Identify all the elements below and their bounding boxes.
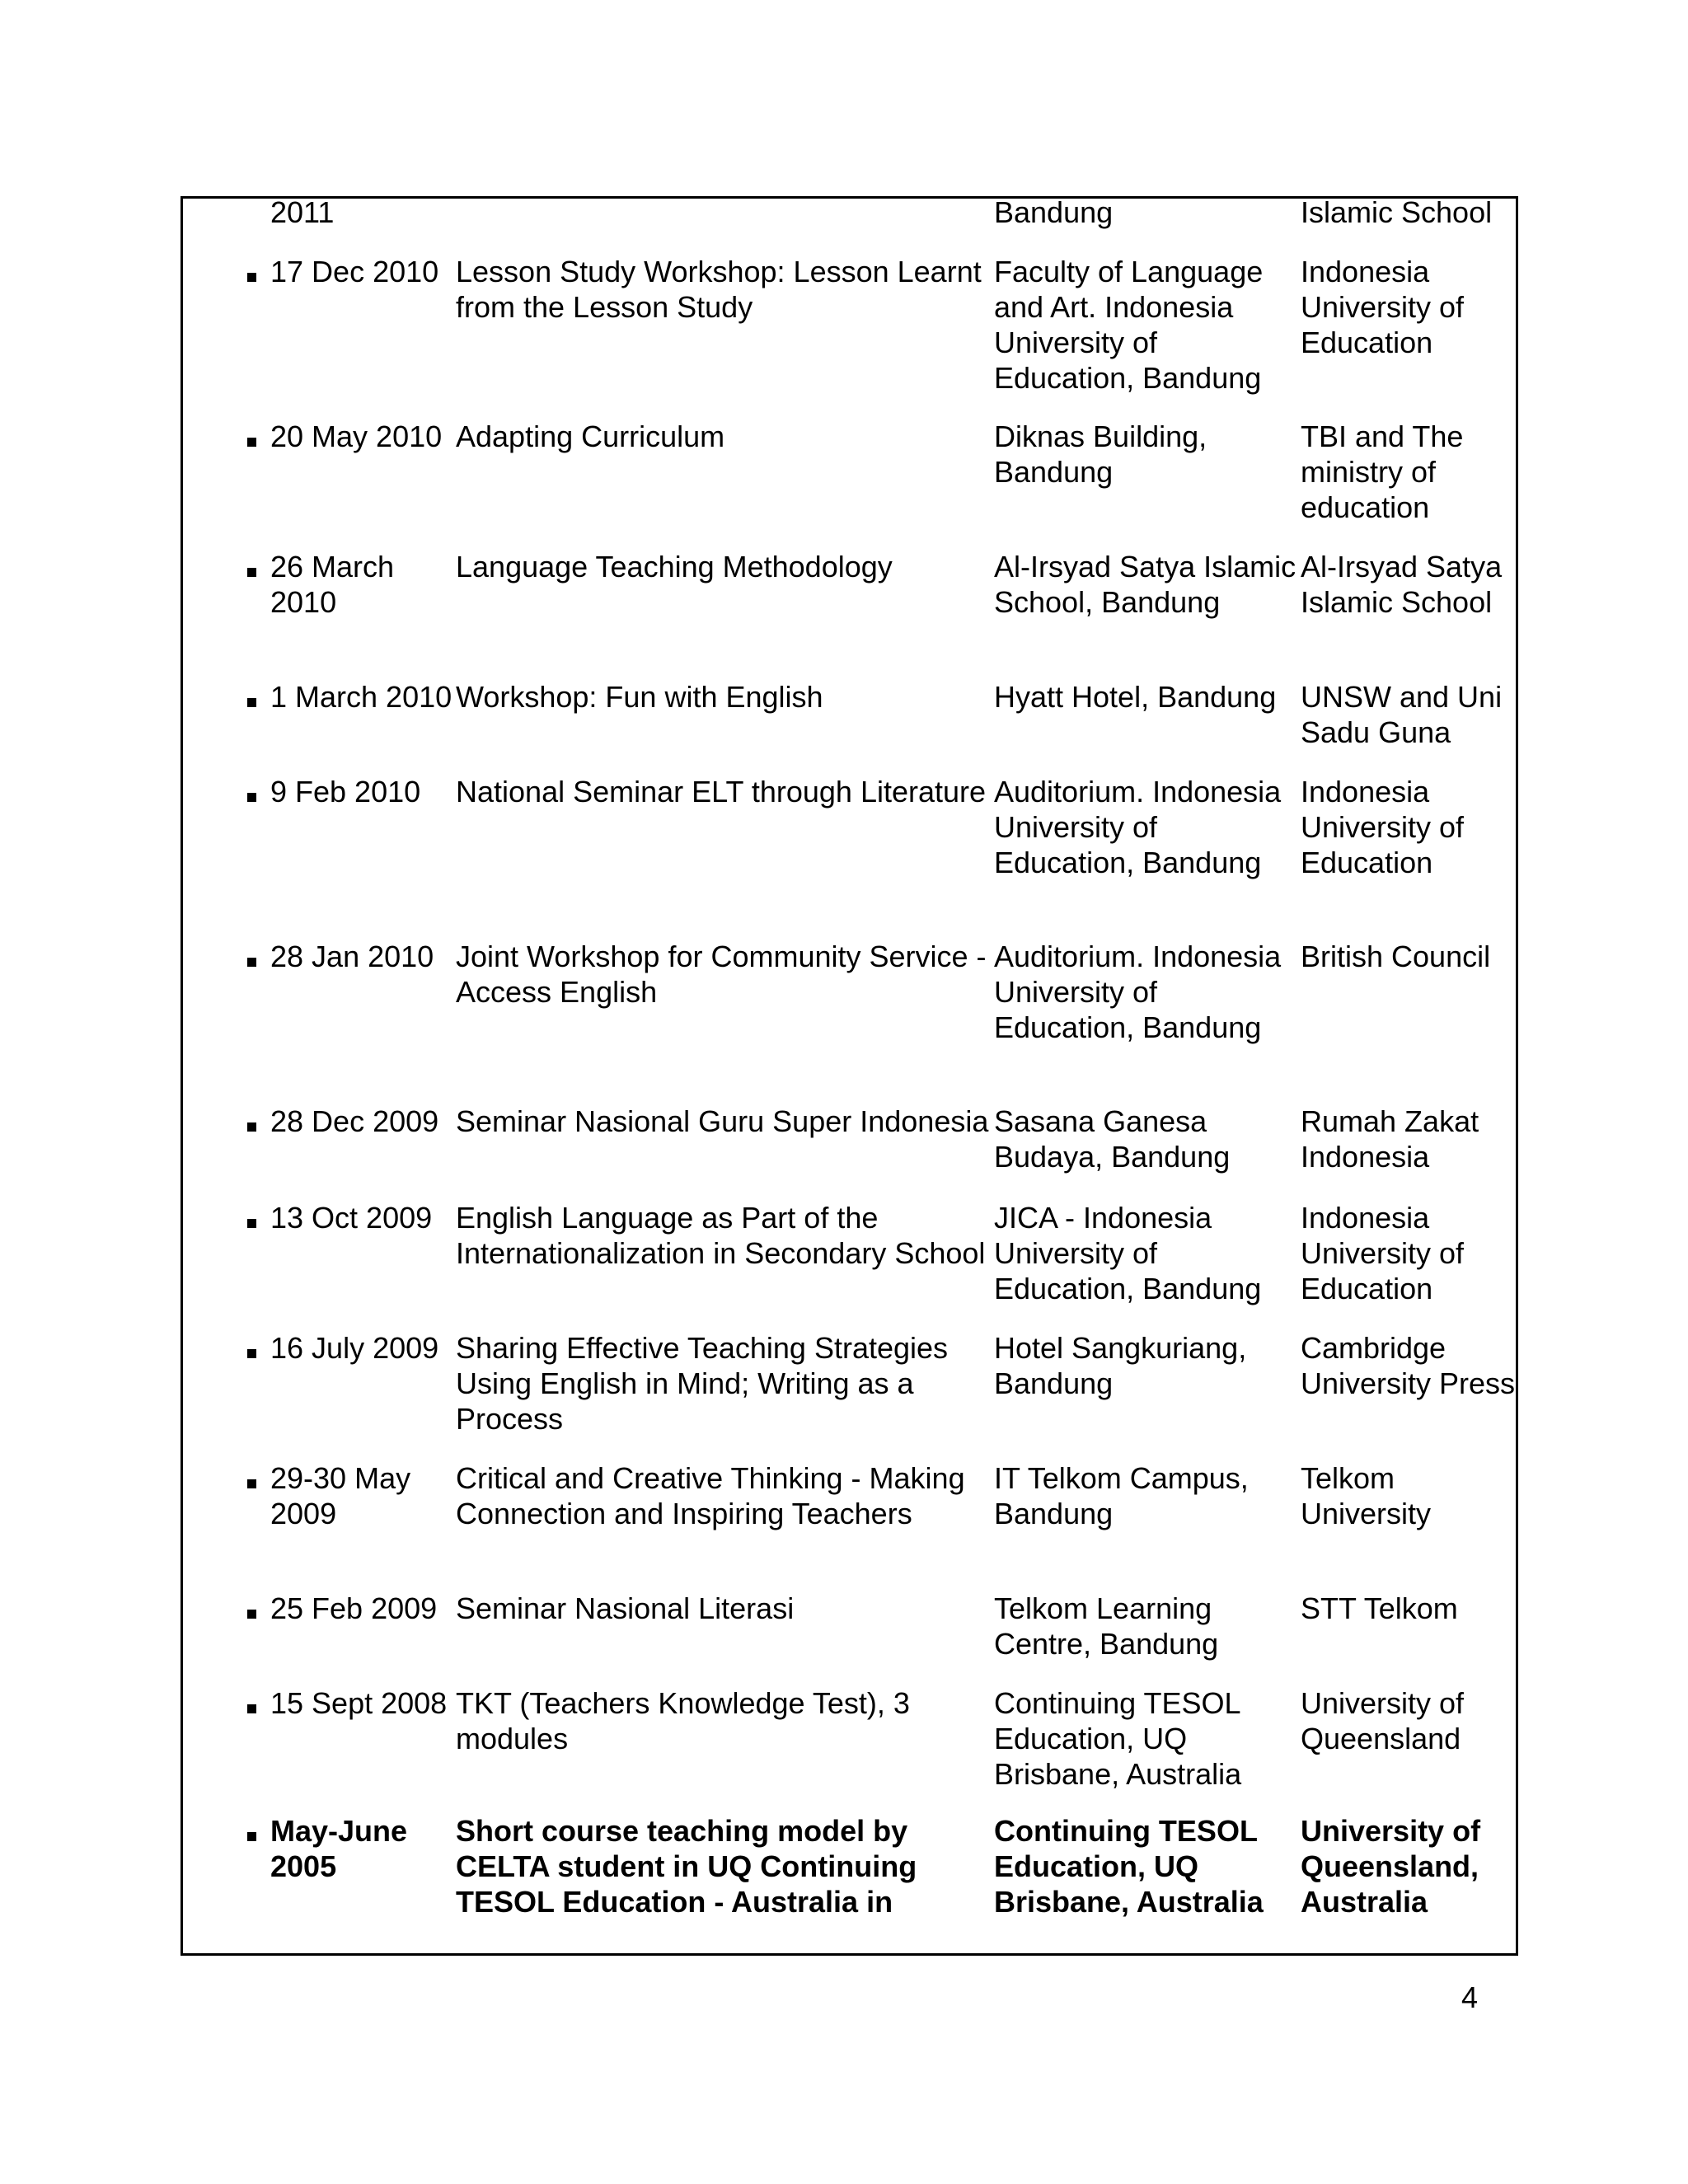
venue-cell: Bandung xyxy=(994,195,1114,229)
title-cell: Workshop: Fun with English xyxy=(456,680,823,714)
bullet-icon xyxy=(247,698,256,707)
venue-cell: Sasana Ganesa Budaya, Bandung xyxy=(994,1104,1231,1174)
table-row xyxy=(239,1330,1523,1460)
date-cell: 17 Dec 2010 xyxy=(270,255,439,288)
title-cell: Lesson Study Workshop: Lesson Learnt from the Lesson Study xyxy=(456,255,982,324)
organizer-cell: UNSW and Uni Sadu Guna xyxy=(1301,680,1503,749)
bullet-icon xyxy=(247,958,256,967)
bullet-cell xyxy=(239,419,270,549)
bullet-icon xyxy=(247,1610,256,1619)
page-number: 4 xyxy=(1461,1980,1478,2014)
title-cell xyxy=(456,194,994,254)
date-cell: 15 Sept 2008 xyxy=(270,1686,448,1720)
bullet-icon xyxy=(247,438,256,447)
organizer-cell: TBI and The ministry of education xyxy=(1301,419,1464,524)
bullet-cell xyxy=(239,939,270,1104)
title-cell: Seminar Nasional Guru Super Indonesia xyxy=(456,1104,989,1138)
table-row xyxy=(239,1685,1523,1813)
venue-cell: Auditorium. Indonesia University of Education, Bandung xyxy=(994,940,1282,1044)
date-cell: 13 Oct 2009 xyxy=(270,1201,433,1235)
venue-cell: Hyatt Hotel, Bandung xyxy=(994,680,1277,714)
table-row xyxy=(239,419,1523,549)
bullet-cell xyxy=(239,194,270,254)
venue-cell: Auditorium. Indonesia University of Education, Bandung xyxy=(994,775,1282,879)
bullet-cell xyxy=(239,1685,270,1813)
title-cell: Joint Workshop for Community Service - Access English xyxy=(456,940,987,1009)
bullet-cell xyxy=(239,1104,270,1200)
table-row xyxy=(239,1591,1523,1685)
table-row xyxy=(239,774,1523,939)
organizer-cell: Islamic School xyxy=(1301,195,1493,229)
bullet-icon xyxy=(247,568,256,577)
date-cell: 2011 xyxy=(270,195,335,229)
bullet-icon xyxy=(247,1479,256,1488)
date-cell: 25 Feb 2009 xyxy=(270,1591,438,1625)
title-cell: Sharing Effective Teaching Strategies Using English in Mind; Writing as a Process xyxy=(456,1331,949,1436)
venue-cell: Al-Irsyad Satya Islamic School, Bandung xyxy=(994,550,1296,619)
organizer-cell: Cambridge University Press xyxy=(1301,1331,1516,1400)
title-cell: Adapting Curriculum xyxy=(456,419,725,453)
bullet-icon xyxy=(247,1704,256,1713)
venue-cell: JICA - Indonesia University of Education, Bandung xyxy=(994,1201,1262,1305)
organizer-cell: British Council xyxy=(1301,940,1491,973)
date-cell: 16 July 2009 xyxy=(270,1331,439,1365)
bullet-icon xyxy=(247,273,256,282)
date-cell: May-June 2005 xyxy=(270,1814,408,1883)
date-cell: 9 Feb 2010 xyxy=(270,775,421,808)
title-cell: TKT (Teachers Knowledge Test), 3 modules xyxy=(456,1686,910,1755)
title-cell: Seminar Nasional Literasi xyxy=(456,1591,795,1625)
date-cell: 26 March 2010 xyxy=(270,550,395,619)
bullet-cell xyxy=(239,1813,270,1937)
date-cell: 28 Dec 2009 xyxy=(270,1104,439,1138)
title-cell: English Language as Part of the Internationalization in Secondary School xyxy=(456,1201,986,1270)
bullet-icon xyxy=(247,793,256,802)
table-row xyxy=(239,1813,1523,1937)
venue-cell: Hotel Sangkuriang, Bandung xyxy=(994,1331,1247,1400)
table-row xyxy=(239,1200,1523,1330)
bullet-icon xyxy=(247,1219,256,1228)
organizer-cell: Al-Irsyad Satya Islamic School xyxy=(1301,550,1503,619)
organizer-cell: University of Queensland xyxy=(1301,1686,1465,1755)
date-cell: 20 May 2010 xyxy=(270,419,443,453)
table-row xyxy=(239,1460,1523,1591)
bullet-cell xyxy=(239,254,270,419)
venue-cell: Continuing TESOL Education, UQ Brisbane, Australia xyxy=(994,1686,1242,1791)
venue-cell: IT Telkom Campus, Bandung xyxy=(994,1461,1249,1530)
bullet-cell xyxy=(239,1591,270,1685)
organizer-cell: STT Telkom xyxy=(1301,1591,1458,1625)
organizer-cell: Telkom University xyxy=(1301,1461,1432,1530)
bullet-icon xyxy=(247,1349,256,1358)
seminar-table xyxy=(239,194,1523,1937)
title-cell: National Seminar ELT through Literature xyxy=(456,775,987,808)
table-row xyxy=(239,679,1523,774)
title-cell: Critical and Creative Thinking - Making Connection and Inspiring Teachers xyxy=(456,1461,965,1530)
organizer-cell: University of Queensland, Australia xyxy=(1301,1814,1481,1919)
bullet-cell xyxy=(239,1200,270,1330)
organizer-cell: Rumah Zakat Indonesia xyxy=(1301,1104,1479,1174)
venue-cell: Continuing TESOL Education, UQ Brisbane, Australia xyxy=(994,1814,1264,1919)
venue-cell: Faculty of Language and Art. Indonesia University of Education, Bandung xyxy=(994,255,1264,395)
bullet-cell xyxy=(239,1330,270,1460)
date-cell: 29-30 May 2009 xyxy=(270,1461,411,1530)
title-cell: Short course teaching model by CELTA student in UQ Continuing TESOL Education - Australia in xyxy=(456,1814,917,1919)
organizer-cell: Indonesia University of Education xyxy=(1301,775,1465,879)
bullet-cell xyxy=(239,774,270,939)
organizer-cell: Indonesia University of Education xyxy=(1301,1201,1465,1305)
title-cell: Language Teaching Methodology xyxy=(456,550,893,583)
bullet-icon xyxy=(247,1832,256,1841)
table-row xyxy=(239,254,1523,419)
table-row xyxy=(239,549,1523,679)
bullet-cell xyxy=(239,679,270,774)
venue-cell: Diknas Building, Bandung xyxy=(994,419,1207,489)
date-cell: 28 Jan 2010 xyxy=(270,940,434,973)
date-cell: 1 March 2010 xyxy=(270,680,452,714)
table-row xyxy=(239,1104,1523,1200)
bullet-icon xyxy=(247,1122,256,1132)
table-row xyxy=(239,939,1523,1104)
venue-cell: Telkom Learning Centre, Bandung xyxy=(994,1591,1219,1661)
bullet-cell xyxy=(239,1460,270,1591)
bullet-cell xyxy=(239,549,270,679)
organizer-cell: Indonesia University of Education xyxy=(1301,255,1465,359)
table-row xyxy=(239,194,1523,254)
